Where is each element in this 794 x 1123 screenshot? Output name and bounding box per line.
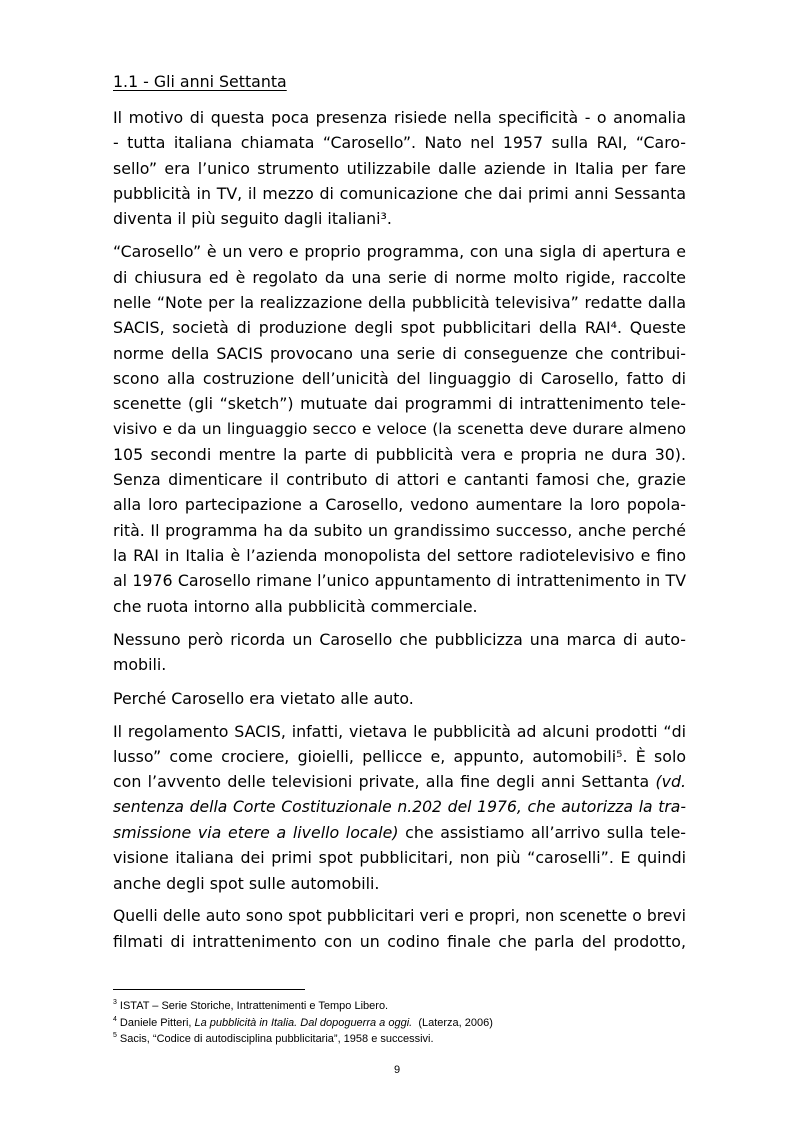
- footnote: [113, 1015, 686, 1032]
- body-paragraph: [113, 627, 686, 678]
- footnote: [113, 1031, 686, 1048]
- text-line: - tutta italiana chiamata “Carosello”. Nato nel 1957 sulla RAI, “Caro-: [113, 133, 686, 153]
- text-line: nelle “Note per la realizzazione della pubblicità televisiva” redatte dalla: [113, 293, 686, 313]
- italic-citation: smissione via etere a livello locale): [113, 823, 399, 843]
- text-line: Quelli delle auto sono spot pubblicitari veri e propri, non scenette o brevi: [113, 906, 686, 925]
- text-line: [113, 795, 686, 820]
- text-line: filmati di intrattenimento con un codino finale che parla del prodotto,: [113, 932, 686, 952]
- text-line: sello” era l’unico strumento utilizzabile dalle aziende in Italia per fare: [113, 158, 686, 178]
- footnote-publisher: (Laterza, 2006): [412, 1016, 493, 1029]
- footnotes: [113, 998, 686, 1048]
- footnote-book-title: La pubblicità in Italia. Dal dopoguerra a oggi.: [194, 1016, 413, 1029]
- text-line: lusso” come crociere, gioielli, pellicce e, appunto, automobili⁵. È solo: [113, 747, 686, 767]
- body-paragraph: [113, 686, 686, 711]
- footnote-marker: 3: [113, 999, 117, 1006]
- footnote: [113, 998, 686, 1015]
- footnote-text: Sacis, “Codice di autodisciplina pubblicitaria”, 1958 e successivi.: [119, 1033, 434, 1045]
- footnote-marker: 4: [113, 1015, 117, 1023]
- text-line: Perché Carosello era vietato alle auto.: [113, 688, 414, 708]
- text-line: di chiusura ed è regolato da una serie di norme molto rigide, raccolte: [113, 267, 686, 287]
- italic-citation: (vd.: [655, 772, 686, 792]
- text-line: “Carosello” è un vero e proprio programma, con una sigla di apertura e: [113, 242, 686, 262]
- text-line: SACIS, società di produzione degli spot pubblicitari della RAI⁴. Queste: [113, 318, 686, 338]
- text-line: [113, 769, 686, 794]
- text-line: [113, 820, 686, 845]
- body-paragraph: [113, 719, 686, 896]
- text-segment: che assistiamo all’arrivo sulla tele-: [398, 823, 686, 843]
- text-line: 105 secondi mentre la parte di pubblicità vera e propria ne dura 30).: [113, 444, 686, 464]
- footnote-author: Daniele Pitteri,: [119, 1016, 195, 1029]
- footnote-text: ISTAT – Serie Storiche, Intrattenimenti e Tempo Libero.: [119, 1000, 389, 1012]
- text-line: mobili.: [113, 655, 167, 675]
- text-line: Il motivo di questa poca presenza risiede nella specificità - o anomalia: [113, 108, 686, 127]
- body-paragraph: [113, 239, 686, 618]
- text-line: pubblicità in TV, il mezzo di comunicazione che dai primi anni Sessanta: [113, 183, 686, 203]
- body-paragraph: [113, 105, 686, 231]
- text-line: visione italiana dei primi spot pubblicitari, non più “caroselli”. E quindi: [113, 848, 686, 868]
- section-heading-text: 1.1 - Gli anni Settanta: [113, 72, 287, 91]
- body-paragraph: [113, 904, 686, 955]
- text-line: che ruota intorno alla pubblicità commerciale.: [113, 596, 478, 616]
- footnote-marker: 5: [113, 1032, 117, 1039]
- text-line: rità. Il programma ha da subito un grandissimo successo, anche perché: [113, 520, 686, 540]
- text-line: visivo e da un linguaggio secco e veloce (la scenetta deve durare almeno: [113, 419, 686, 438]
- text-line: alla loro partecipazione a Carosello, vedono aumentare la loro popola-: [113, 495, 686, 515]
- page-number: 9: [393, 1064, 401, 1076]
- text-line: scono alla costruzione dell’unicità del linguaggio di Carosello, fatto di: [113, 368, 686, 388]
- text-segment: con l’avvento delle televisioni private, alla fine degli anni Settanta: [113, 772, 656, 792]
- text-line: al 1976 Carosello rimane l’unico appuntamento di intrattenimento in TV: [113, 571, 686, 591]
- section-heading: [113, 69, 686, 94]
- text-line: norme della SACIS provocano una serie di conseguenze che contribui-: [113, 343, 686, 363]
- text-line: diventa il più seguito dagli italiani³.: [113, 209, 392, 229]
- italic-citation: sentenza della Corte Costituzionale n.202 del 1976, che autorizza la tra-: [113, 797, 686, 816]
- text-line: Senza dimenticare il contributo di attori e cantanti famosi che, grazie: [113, 470, 686, 490]
- text-line: Nessuno però ricorda un Carosello che pubblicizza una marca di auto-: [113, 629, 686, 649]
- body-text: [113, 105, 686, 963]
- text-line: Il regolamento SACIS, infatti, vietava le pubblicità ad alcuni prodotti “di: [113, 721, 686, 741]
- text-line: la RAI in Italia è l’azienda monopolista del settore radiotelevisivo e fino: [113, 546, 686, 566]
- text-line: scenette (gli “sketch”) mutuate dai programmi di intrattenimento tele-: [113, 394, 686, 414]
- text-line: anche degli spot sulle automobili.: [113, 873, 380, 893]
- footnote-separator: [113, 989, 305, 990]
